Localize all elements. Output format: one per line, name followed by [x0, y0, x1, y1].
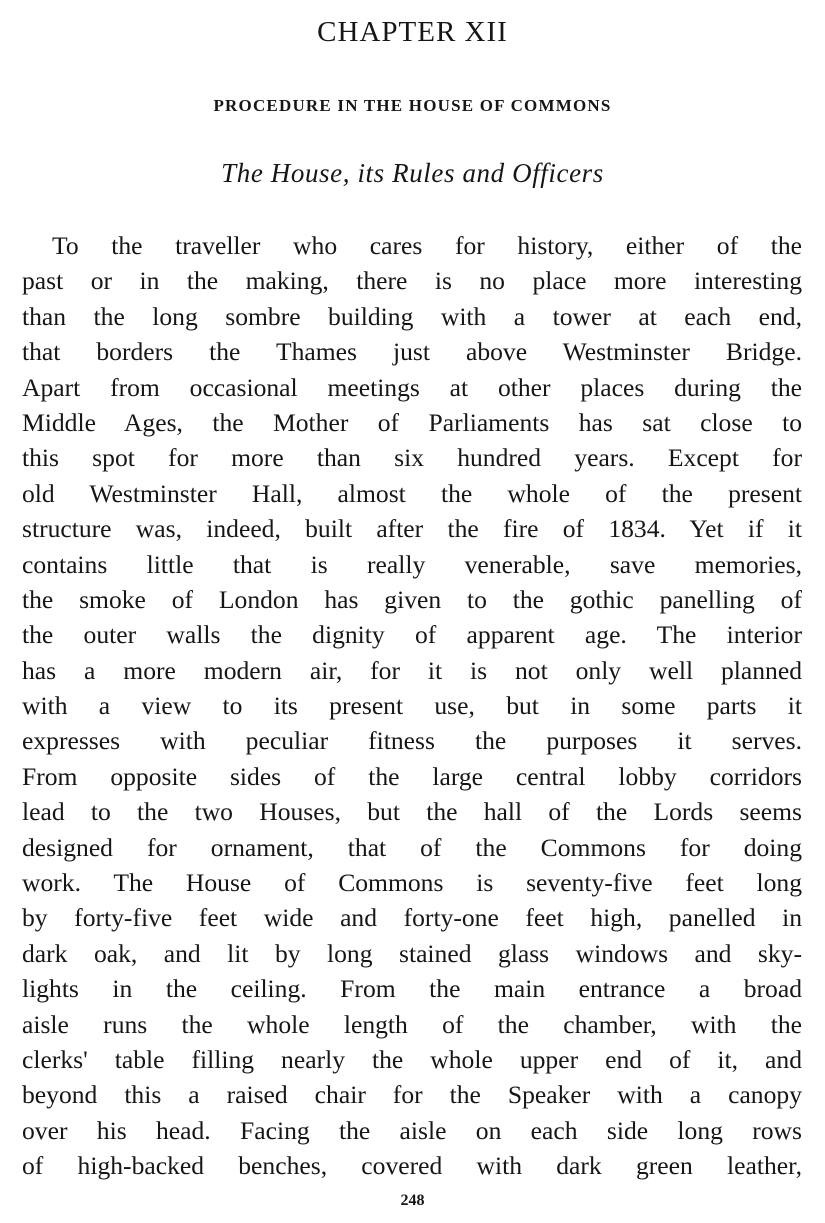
text-line: work. The House of Commons is seventy-five feet long: [22, 868, 802, 898]
text-line: lead to the two Houses, but the hall of the Lords seems: [22, 797, 802, 827]
page-number: 248: [400, 1192, 425, 1209]
text-line: structure was, indeed, built after the fire of 1834. Yet if it: [22, 514, 802, 544]
text-line: old Westminster Hall, almost the whole of the present: [22, 478, 802, 508]
text-line: designed for ornament, that of the Commons for doing: [22, 832, 802, 862]
chapter-title: CHAPTER XII: [317, 16, 508, 48]
text-line: From opposite sides of the large central lobby corridors: [22, 761, 802, 791]
text-line: than the long sombre building with a tower at each end,: [22, 301, 802, 331]
text-line: Middle Ages, the Mother of Parliaments has sat close to: [22, 407, 802, 437]
section-subtitle: The House, its Rules and Officers: [221, 158, 604, 188]
text-line: beyond this a raised chair for the Speaker with a canopy: [22, 1080, 802, 1110]
text-line: that borders the Thames just above Westminster Bridge.: [22, 337, 802, 367]
text-line: of high-backed benches, covered with dark green leather,: [22, 1151, 802, 1181]
text-line: past or in the making, there is no place more interesting: [22, 266, 802, 296]
text-line: has a more modern air, for it is not only well planned: [22, 655, 802, 685]
text-line: the outer walls the dignity of apparent age. The interior: [22, 620, 802, 650]
text-line: dark oak, and lit by long stained glass windows and sky-: [22, 938, 802, 968]
text-line: this spot for more than six hundred years. Except for: [22, 443, 802, 473]
text-line: over his head. Facing the aisle on each side long rows: [22, 1115, 802, 1145]
text-line: expresses with peculiar fitness the purposes it serves.: [22, 726, 802, 756]
section-heading: PROCEDURE IN THE HOUSE OF COMMONS: [213, 96, 612, 115]
text-line: with a view to its present use, but in some parts it: [22, 691, 802, 721]
text-line: by forty-five feet wide and forty-one feet high, panelled in: [22, 903, 802, 933]
text-line: contains little that is really venerable, save memories,: [22, 549, 802, 579]
text-line: clerks' table filling nearly the whole upper end of it, and: [22, 1044, 802, 1074]
text-line: Apart from occasional meetings at other places during the: [22, 372, 802, 402]
body-paragraph: [22, 228, 802, 1184]
text-line: lights in the ceiling. From the main entrance a broad: [22, 974, 802, 1004]
text-line: To the traveller who cares for history, either of the: [52, 231, 802, 260]
text-line: aisle runs the whole length of the chamber, with the: [22, 1009, 802, 1039]
text-line: the smoke of London has given to the gothic panelling of: [22, 584, 802, 614]
